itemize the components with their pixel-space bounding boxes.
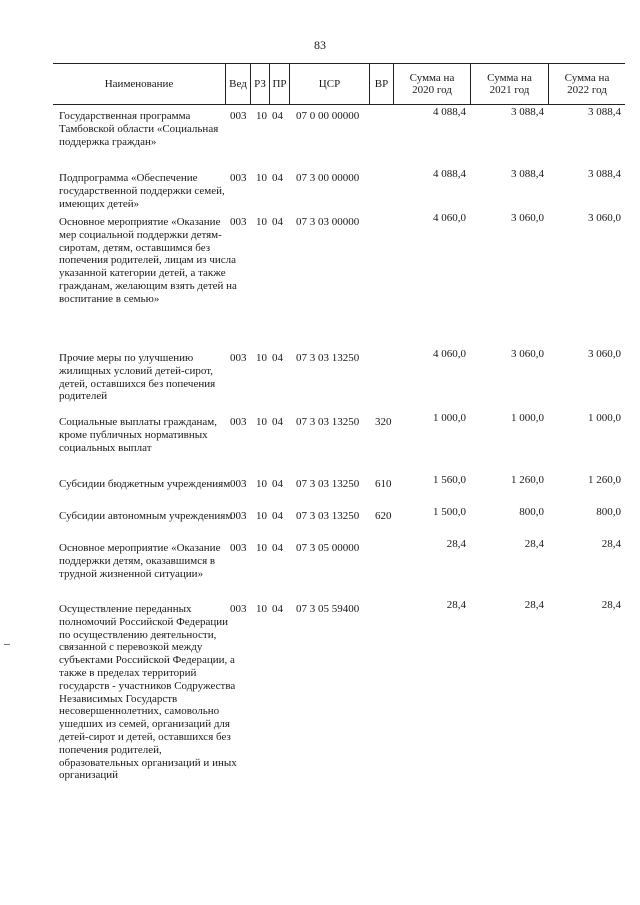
row-ved: 003	[230, 352, 247, 364]
header-vr: ВР	[369, 64, 393, 104]
row-sum-2020: 4 060,0	[433, 348, 466, 360]
row-name: Основное мероприятие «Оказание поддержки детям, оказавшимся в трудной жизненной ситуации»	[59, 542, 221, 580]
header-csr: ЦСР	[289, 64, 369, 104]
row-rz: 10	[256, 172, 267, 184]
header-ved: Вед	[225, 64, 250, 104]
row-sum-2022: 1 260,0	[588, 474, 621, 486]
row-ved: 003	[230, 216, 247, 228]
scan-mark	[4, 644, 10, 645]
row-sum-2021: 28,4	[524, 599, 544, 611]
row-sum-2022: 28,4	[601, 599, 621, 611]
row-csr: 07 3 05 00000	[296, 542, 360, 554]
row-sum-2022: 3 060,0	[588, 212, 621, 224]
row-ved: 003	[230, 510, 247, 522]
row-name: Осуществление переданных полномочий Российской Федерации по осуществлению деятельности, связанной с перевозкой между субъектами Российской Федерации, а также в пределах территорий государств - участников Содружества Независимых Государств несовершеннолетних, самовольно ушедших из семей, организаций для детей-сирот и детей, оставшихся без попечения родителей, образовательных организаций и иных организаций	[59, 603, 237, 782]
row-ved: 003	[230, 478, 247, 490]
table-header	[53, 63, 625, 105]
row-pr: 04	[272, 352, 283, 364]
row-sum-2021: 800,0	[519, 506, 544, 518]
row-name: Социальные выплаты гражданам, кроме публичных нормативных социальных выплат	[59, 416, 217, 454]
row-pr: 04	[272, 216, 283, 228]
row-rz: 10	[256, 510, 267, 522]
row-pr: 04	[272, 542, 283, 554]
row-csr: 07 3 03 13250	[296, 478, 360, 490]
row-name: Субсидии автономным учреждениям	[59, 510, 233, 522]
page-number: 83	[314, 38, 326, 52]
row-pr: 04	[272, 172, 283, 184]
header-name: Наименование	[104, 78, 174, 90]
row-sum-2022: 800,0	[596, 506, 621, 518]
row-rz: 10	[256, 216, 267, 228]
row-ved: 003	[230, 542, 247, 554]
row-pr: 04	[272, 416, 283, 428]
row-vr: 620	[375, 510, 392, 522]
row-csr: 07 3 00 00000	[296, 172, 360, 184]
row-sum-2020: 4 088,4	[433, 168, 466, 180]
row-sum-2020: 1 000,0	[433, 412, 466, 424]
row-pr: 04	[272, 510, 283, 522]
row-csr: 07 3 03 13250	[296, 510, 360, 522]
row-ved: 003	[230, 416, 247, 428]
row-vr: 320	[375, 416, 392, 428]
row-sum-2022: 3 088,4	[588, 106, 621, 118]
row-sum-2021: 3 088,4	[511, 168, 544, 180]
row-sum-2020: 28,4	[446, 538, 466, 550]
row-sum-2022: 3 060,0	[588, 348, 621, 360]
row-sum-2021: 3 088,4	[511, 106, 544, 118]
row-ved: 003	[230, 172, 247, 184]
row-csr: 07 3 03 13250	[296, 352, 360, 364]
header-rz: РЗ	[250, 64, 269, 104]
header-pr: ПР	[269, 64, 289, 104]
row-csr: 07 3 03 13250	[296, 416, 360, 428]
row-csr: 07 0 00 00000	[296, 110, 360, 122]
row-sum-2022: 1 000,0	[588, 412, 621, 424]
row-rz: 10	[256, 416, 267, 428]
row-sum-2021: 3 060,0	[511, 348, 544, 360]
row-rz: 10	[256, 110, 267, 122]
row-sum-2021: 28,4	[524, 538, 544, 550]
row-pr: 04	[272, 110, 283, 122]
row-sum-2020: 28,4	[446, 599, 466, 611]
header-sum-2020: Сумма на 2020 год	[393, 64, 470, 104]
row-sum-2021: 1 260,0	[511, 474, 544, 486]
row-sum-2022: 28,4	[601, 538, 621, 550]
row-pr: 04	[272, 603, 283, 615]
row-ved: 003	[230, 603, 247, 615]
row-sum-2021: 3 060,0	[511, 212, 544, 224]
row-name: Субсидии бюджетным учреждениям	[59, 478, 231, 490]
row-rz: 10	[256, 603, 267, 615]
row-sum-2020: 4 060,0	[433, 212, 466, 224]
row-rz: 10	[256, 352, 267, 364]
header-sum-2022: Сумма на 2022 год	[548, 64, 625, 104]
row-sum-2020: 1 500,0	[433, 506, 466, 518]
row-sum-2020: 1 560,0	[433, 474, 466, 486]
row-rz: 10	[256, 478, 267, 490]
row-sum-2021: 1 000,0	[511, 412, 544, 424]
row-ved: 003	[230, 110, 247, 122]
row-vr: 610	[375, 478, 392, 490]
header-sum-2021: Сумма на 2021 год	[470, 64, 548, 104]
row-csr: 07 3 03 00000	[296, 216, 360, 228]
row-csr: 07 3 05 59400	[296, 603, 360, 615]
row-name: Основное мероприятие «Оказание мер социальной поддержки детям-сиротам, детям, оставшимся без попечения родителей, лицам из числа указанной категории детей, а также гражданам, желающим взять детей на воспитание в семью»	[59, 216, 237, 305]
row-name: Государственная программа Тамбовской области «Социальная поддержка граждан»	[59, 110, 219, 148]
row-rz: 10	[256, 542, 267, 554]
row-pr: 04	[272, 478, 283, 490]
row-sum-2020: 4 088,4	[433, 106, 466, 118]
row-sum-2022: 3 088,4	[588, 168, 621, 180]
row-name: Подпрограмма «Обеспечение государственной поддержки семей, имеющих детей»	[59, 172, 225, 210]
row-name: Прочие меры по улучшению жилищных условий детей-сирот, детей, оставшихся без попечения родителей	[59, 352, 216, 403]
